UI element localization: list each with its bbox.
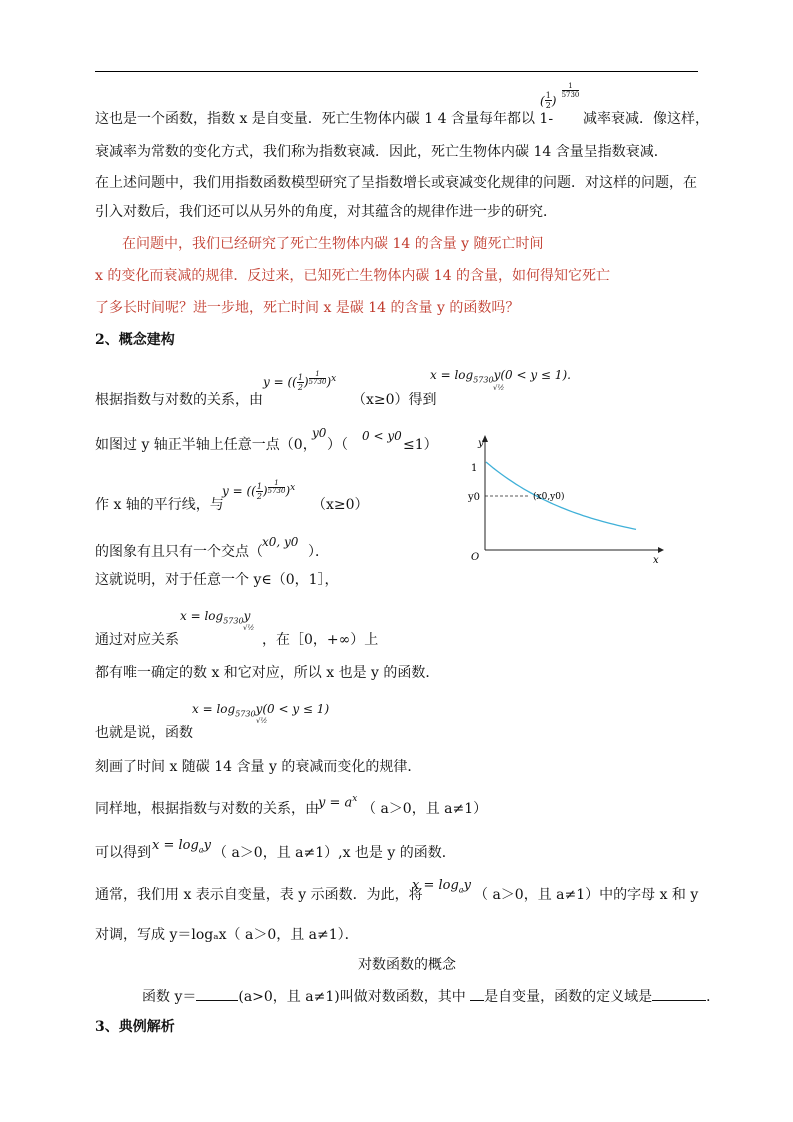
sentence-12a: 通常，我们用 x 表示自变量，表 y 示函数．为此，将 [95, 887, 423, 903]
sentence-11a: 可以得到 [95, 845, 151, 861]
concept-b: (a>0，且 a≠1)叫做对数函数，其中 [238, 989, 466, 1005]
paragraph-2: 衰减率为常数的变化方式，我们称为指数衰减．因此，死亡生物体内碳 14 含量呈指数衰减． [95, 144, 668, 160]
exp-function-formula: y = (( $\frac{1}{2}$ ) $^{\frac{1}{5730}}$ )$^x$ [263, 370, 337, 392]
concept-title: 对数函数的概念 [358, 957, 456, 973]
sentence-5: 这就说明，对于任意一个 y∈（0，1］， [95, 572, 339, 588]
sentence-3b: （x≥0） [312, 497, 369, 513]
sentence-10a: 同样地，根据指数与对数的关系，由 [95, 801, 319, 817]
concept-a: 函数 y＝ [142, 989, 197, 1005]
decay-rate-formula: ( $\frac{1}{2}$ ) $\frac{1}{5730}$ [540, 82, 580, 110]
red-question-3: 了多长时间呢？进一步地，死亡时间 x 是碳 14 的含量 y 的函数吗？ [95, 300, 520, 316]
sentence-3a: 作 x 轴的平行线，与 [95, 497, 224, 513]
sentence-2b: ）（ [327, 437, 348, 453]
sentence-6a: 通过对应关系 [95, 632, 179, 648]
sentence-8-formula: $x = \log_{5730}y(0 < y \le 1)$ [192, 702, 330, 719]
sentence-1a: 根据指数与对数的关系，由 [95, 392, 263, 408]
sentence-11-formula: $x = \log_ay$ [152, 838, 211, 855]
sentence-2d: ≤1） [403, 437, 438, 453]
paragraph-1 [95, 110, 553, 128]
blank-function [196, 1000, 238, 1001]
header-rule [95, 71, 698, 72]
blank-variable [470, 1000, 484, 1001]
sentence-8: 也就是说，函数 [95, 725, 193, 741]
sentence-6b: ，在［0，+∞）上 [262, 632, 379, 648]
blank-domain [652, 1000, 706, 1001]
x-axis-label: x [653, 555, 659, 566]
section-heading-2: 2、概念建构 [95, 332, 175, 348]
sentence-9: 刻画了时间 x 随碳 14 含量 y 的衰减而变化的规律． [95, 759, 422, 775]
sentence-10-formula: $y = a^x$ [318, 794, 358, 811]
paragraph-3: 在上述问题中，我们用指数函数模型研究了呈指数增长或衰减变化规律的问题．对这样的问题，在 [95, 175, 697, 191]
sentence-2c: 0 < y0 [362, 429, 402, 443]
concept-definition [142, 988, 720, 1006]
sentence-12b: （ a＞0，且 a≠1）中的字母 x 和 y [474, 887, 699, 903]
sentence-4-point: x0, y0 [262, 535, 299, 549]
y-axis-label: y [478, 438, 484, 449]
log-function-formula: $x = \log_{5730}y(0 < y \le 1)$. [430, 368, 571, 385]
point-label: (x0,y0) [533, 492, 565, 502]
tick-y0-label: y0 [468, 492, 481, 503]
x-axis-arrow [658, 547, 664, 553]
log-base-root: √½ [493, 384, 505, 392]
sentence-1b: （x≥0）得到 [352, 392, 437, 408]
sentence-4a: 的图象有且只有一个交点（ [95, 544, 263, 560]
sentence-7: 都有唯一确定的数 x 和它对应，所以 x 也是 y 的函数． [95, 665, 440, 681]
section-heading-3: 3、典例解析 [95, 1019, 175, 1035]
sentence-4b: ）． [308, 544, 329, 560]
p1-text-a: 这也是一个函数，指数 x 是自变量．死亡生物体内碳 1 4 含量每年都以 1- [95, 111, 554, 127]
sentence-12-formula: $x = \log_ay$ [412, 878, 471, 895]
sentence-6-root: √½ [243, 624, 255, 632]
sentence-6-formula: $x = \log_{5730}y$ [180, 609, 251, 626]
red-question-2: x 的变化而衰减的规律．反过来，已知死亡生物体内碳 14 的含量，如何得知它死亡 [95, 268, 611, 284]
sentence-2a: 如图过 y 轴正半轴上任意一点（0， [95, 437, 317, 453]
paragraph-4: 引入对数后，我们还可以从另外的角度，对其蕴含的规律作进一步的研究． [95, 204, 557, 220]
sentence-13: 对调，写成 y＝logₐx（ a＞0，且 a≠1）． [95, 927, 359, 943]
sentence-2-y0: y0 [312, 426, 327, 440]
p1-text-b: 减率衰减．像这样， [583, 111, 709, 127]
sentence-10b: （ a＞0，且 a≠1） [362, 801, 488, 817]
concept-end: ． [706, 989, 721, 1005]
sentence-11b: （ a＞0，且 a≠1）,x 也是 y 的函数． [213, 845, 456, 861]
origin-label: O [471, 552, 480, 563]
decay-graph [460, 430, 670, 570]
concept-c: 是自变量，函数的定义域是 [484, 989, 653, 1005]
red-question-1: 在问题中，我们已经研究了死亡生物体内碳 14 的含量 y 随死亡时间 [122, 236, 544, 252]
sentence-8-root: √½ [256, 717, 268, 725]
tick-1-label: 1 [471, 463, 478, 474]
sentence-3-formula: y = (( $\frac{1}{2}$ ) $^{\frac{1}{5730}}$ )$^x$ [222, 479, 296, 501]
